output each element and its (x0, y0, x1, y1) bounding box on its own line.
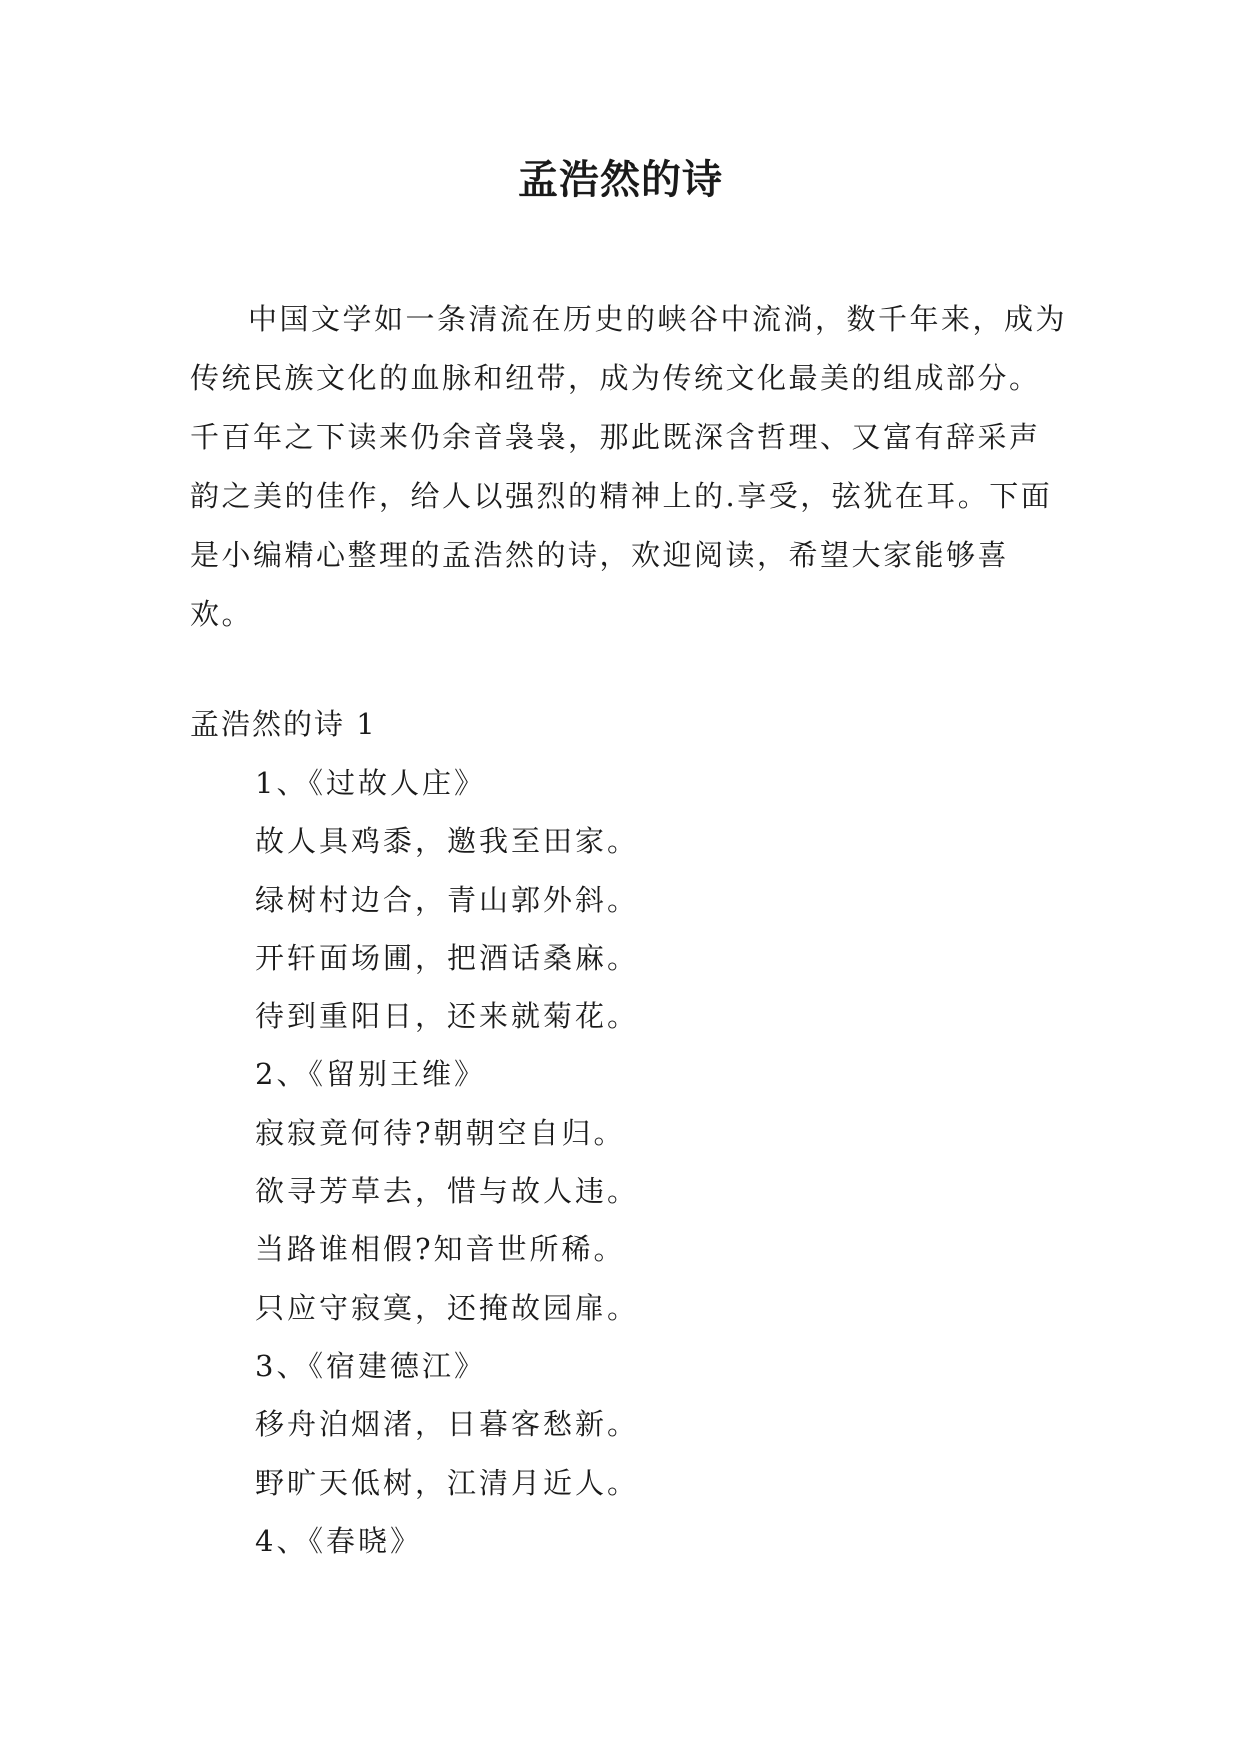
intro-paragraph-block (190, 290, 1070, 644)
poem-line: 故人具鸡黍，邀我至田家。 (255, 824, 640, 859)
intro-paragraph: 中国文学如一条清流在历史的峡谷中流淌，数千年来，成为传统民族文化的血脉和纽带，成为传统文化最美的组成部分。千百年之下读来仍余音袅袅，那此既深含哲理、又富有辞采声韵之美的佳作，给人以强烈的精神上的.享受，弦犹在耳。下面是小编精心整理的孟浩然的诗，欢迎阅读，希望大家能够喜欢。 (190, 302, 1068, 631)
poem-line: 野旷天低树，江清月近人。 (255, 1465, 640, 1500)
poem-title: 4、《春晓》 (255, 1523, 422, 1558)
poem-line: 当路谁相假?知音世所稀。 (255, 1232, 626, 1267)
poem-title: 2、《留别王维》 (255, 1057, 486, 1092)
poem-line: 待到重阳日，还来就菊花。 (255, 999, 640, 1034)
poem-line: 开轩面场圃，把酒话桑麻。 (255, 940, 640, 975)
poem-list (255, 754, 1055, 1570)
section-heading: 孟浩然的诗 1 (190, 707, 377, 741)
document-title: 孟浩然的诗 (518, 156, 723, 203)
poem-line: 移舟泊烟渚，日暮客愁新。 (255, 1407, 640, 1442)
poem-line: 寂寂竟何待?朝朝空自归。 (255, 1115, 626, 1150)
poem-line: 只应守寂寞，还掩故园扉。 (255, 1290, 640, 1325)
poem-title: 3、《宿建德江》 (255, 1348, 486, 1383)
poem-line: 绿树村边合，青山郭外斜。 (255, 882, 640, 917)
poem-line: 欲寻芳草去，惜与故人违。 (255, 1174, 640, 1209)
poem-title: 1、《过故人庄》 (255, 766, 486, 800)
